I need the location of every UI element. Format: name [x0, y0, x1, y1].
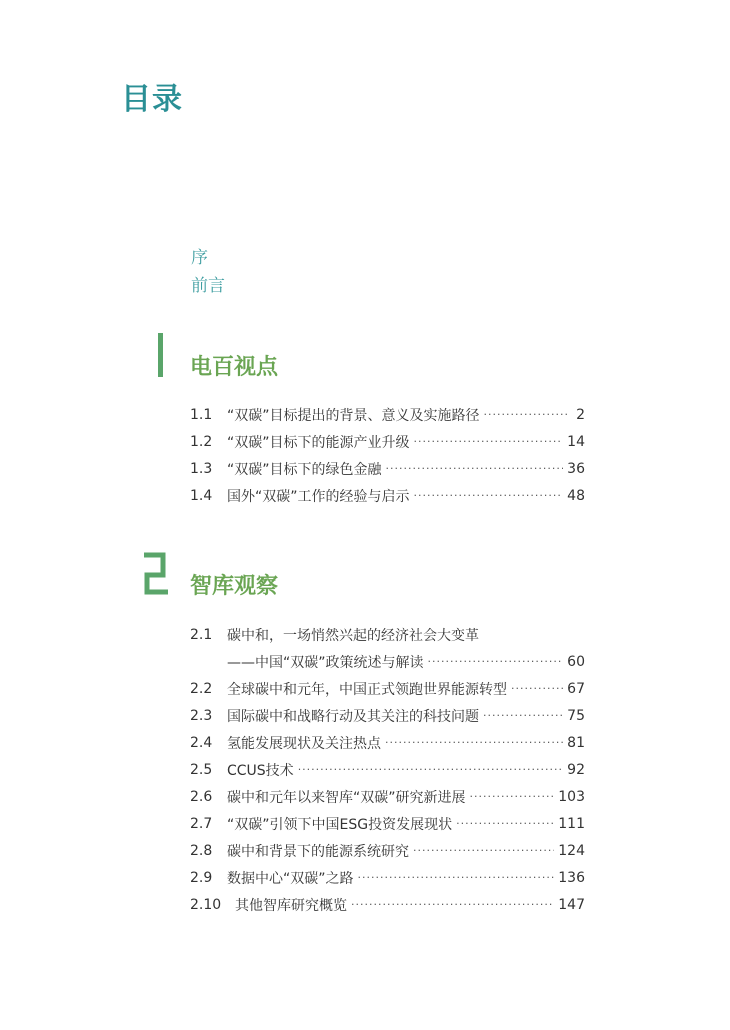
- toc-entry-number: 2.6: [190, 788, 213, 805]
- toc-leader-dots: [428, 655, 564, 668]
- toc-entry[interactable]: [190, 756, 585, 783]
- toc-entry[interactable]: [190, 648, 585, 675]
- toc-entry-page: 67: [567, 680, 585, 697]
- chapter-1-title[interactable]: 电百视点: [190, 355, 279, 380]
- chapter-1-numeral: [154, 333, 168, 377]
- toc-entry-page: 2: [576, 406, 585, 423]
- toc-entry[interactable]: [190, 891, 585, 918]
- toc-entry-title: 数据中心“双碳”之路: [227, 870, 354, 887]
- toc-entry-page: 81: [567, 734, 585, 751]
- toc-foreword[interactable]: 前言: [191, 276, 225, 296]
- toc-leader-dots: [470, 790, 555, 803]
- toc-entry-page: 60: [567, 653, 585, 670]
- toc-entry-page: 92: [567, 761, 585, 778]
- chapter-1-toc: [190, 401, 585, 509]
- toc-entry-number: 2.10: [190, 896, 222, 913]
- toc-entry-number: 2.8: [190, 842, 213, 859]
- toc-leader-dots: [483, 709, 563, 722]
- toc-entry[interactable]: [190, 482, 585, 509]
- toc-entry-title: “双碳”目标下的能源产业升级: [227, 434, 410, 451]
- toc-entry[interactable]: [190, 702, 585, 729]
- toc-entry-title: CCUS技术: [227, 762, 294, 779]
- toc-entry-title: 国外“双碳”工作的经验与启示: [227, 488, 410, 505]
- toc-entry-number: 2.7: [190, 815, 213, 832]
- toc-entry[interactable]: [190, 675, 585, 702]
- toc-leader-dots: [511, 682, 563, 695]
- toc-entry-title: 碳中和元年以来智库“双碳”研究新进展: [227, 789, 466, 806]
- toc-entry-title: 氢能发展现状及关注热点: [227, 735, 381, 752]
- page-title: 目录: [121, 82, 183, 117]
- toc-entry[interactable]: [190, 729, 585, 756]
- toc-entry[interactable]: [190, 864, 585, 891]
- toc-entry-title: ——中国“双碳”政策统述与解读: [227, 654, 424, 671]
- toc-entry-title: “双碳”目标下的绿色金融: [227, 461, 382, 478]
- toc-leader-dots: [484, 408, 567, 421]
- toc-entry[interactable]: [190, 455, 585, 482]
- chapter-2-numeral: [141, 551, 171, 595]
- toc-entry[interactable]: [190, 428, 585, 455]
- toc-preface[interactable]: 序: [191, 248, 208, 268]
- chapter-2-title[interactable]: 智库观察: [190, 574, 279, 599]
- toc-entry-number: 2.1: [190, 626, 213, 643]
- toc-leader-dots: [298, 763, 563, 776]
- toc-entry-title: 碳中和，一场悄然兴起的经济社会大变革: [227, 627, 479, 644]
- toc-leader-dots: [456, 817, 554, 830]
- toc-entry-page: 36: [567, 460, 585, 477]
- toc-entry-number: 2.4: [190, 734, 213, 751]
- toc-leader-dots: [414, 435, 564, 448]
- toc-entry-title: 其他智库研究概览: [235, 897, 347, 914]
- toc-leader-dots: [386, 462, 564, 475]
- toc-entry-number: 1.3: [190, 460, 213, 477]
- toc-entry-number: 1.1: [190, 406, 213, 423]
- toc-entry-page: 136: [558, 869, 585, 886]
- toc-leader-dots: [358, 871, 555, 884]
- toc-entry-page: 111: [558, 815, 585, 832]
- toc-entry-number: 2.2: [190, 680, 213, 697]
- toc-entry-title: 国际碳中和战略行动及其关注的科技问题: [227, 708, 479, 725]
- toc-leader-dots: [385, 736, 563, 749]
- toc-entry-page: 103: [558, 788, 585, 805]
- toc-leader-dots: [351, 898, 554, 911]
- toc-entry-page: 48: [567, 487, 585, 504]
- toc-entry-number: 1.2: [190, 433, 213, 450]
- toc-leader-dots: [413, 844, 554, 857]
- toc-entry-number: 2.9: [190, 869, 213, 886]
- toc-entry-title: 全球碳中和元年，中国正式领跑世界能源转型: [227, 681, 507, 698]
- toc-entry-title: 碳中和背景下的能源系统研究: [227, 843, 409, 860]
- toc-entry-page: 124: [558, 842, 585, 859]
- toc-entry[interactable]: [190, 783, 585, 810]
- toc-entry[interactable]: [190, 401, 585, 428]
- toc-entry-title: “双碳”引领下中国ESG投资发展现状: [227, 816, 453, 833]
- toc-entry-page: 147: [558, 896, 585, 913]
- toc-entry-title: “双碳”目标提出的背景、意义及实施路径: [227, 407, 480, 424]
- toc-entry[interactable]: [190, 621, 585, 648]
- toc-entry-number: 2.3: [190, 707, 213, 724]
- toc-entry[interactable]: [190, 837, 585, 864]
- toc-leader-dots: [414, 489, 564, 502]
- toc-entry-page: 75: [567, 707, 585, 724]
- toc-entry-page: 14: [567, 433, 585, 450]
- toc-entry[interactable]: [190, 810, 585, 837]
- toc-entry-number: 2.5: [190, 761, 213, 778]
- chapter-2-toc: [190, 621, 585, 918]
- toc-entry-number: 1.4: [190, 487, 213, 504]
